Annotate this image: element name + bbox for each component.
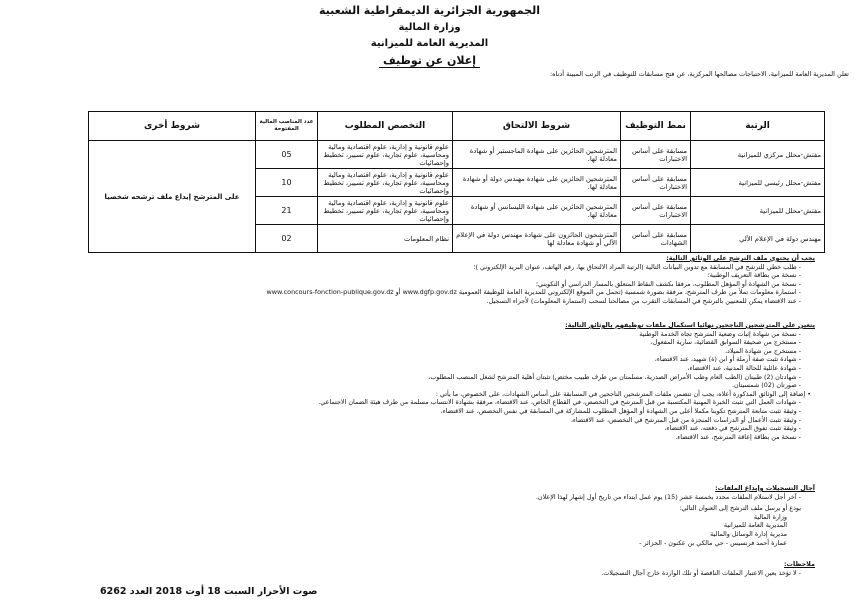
newspaper-footer: صوت الأحرار السبت 18 أوت 2018 العدد 6262: [100, 586, 318, 597]
cell-conditions: المترشحين الحائزين على شهادة الماجستير أو شهادة معادلة لها.: [453, 141, 621, 169]
ranks-table: [88, 111, 825, 253]
republic-title: الجمهورية الجزائرية الديمقراطية الشعبية: [319, 4, 540, 17]
cell-conditions: المترشحون الحائزون على شهادة مهندس دولة في الإعلام الآلي أو شهادة معادلة لها: [453, 225, 621, 253]
header-mode: نمط التوظيف: [621, 112, 691, 141]
cell-mode: مسابقة على أساس الاختبارات: [621, 169, 691, 197]
cell-mode: مسابقة على أساس الاختبارات: [621, 197, 691, 225]
cell-rank: مهندس دولة في الإعلام الآلي: [691, 225, 825, 253]
list-item: - وثيقة تثبت تفوق المترشح في دفعته، عند الاقتضاء،: [664, 424, 801, 433]
notes-section-title: ملاحظات:: [783, 560, 815, 568]
list-item: - نسخة من بطاقة التعريف الوطنية؛: [707, 271, 801, 280]
list-item: - صورتان (02) شمسيتان.: [731, 381, 801, 390]
list-item: - نسخة من بطاقة إعاقة المترشح، عند الاقتضاء.: [675, 432, 801, 441]
side-code: [0, 420, 22, 610]
cell-other-conditions: على المترشح إيداع ملف ترشحه شخصيا: [89, 141, 256, 253]
cell-posts: 21: [256, 197, 318, 225]
list-item: - شهادات العمل التي تثبت الخبرة المهنية المكتسبة من قبل المترشح في التخصص، في القطاع الخاص، عند الاقتضاء، مرفقة بشهادة الانتساب مسلمة من طرف هيئة الضمان الاجتماعي.: [318, 398, 801, 407]
list-item: - لا تؤخذ بعين الاعتبار الملفات الناقصة أو تلك الواردة خارج آجال التسجيلات.: [601, 568, 801, 577]
announcement-title: إعلان عن توظيف: [0, 54, 859, 67]
list-item: - عند الاقتضاء يمكن للمعنيين بالترشح في المسابقات التقرب من مصالحنا لسحب (استمارة المعلومات) لأجراء التسجيل.: [486, 296, 801, 305]
intro-text: تعلن المديرية العامة للميزانية، الاحتياجات مصالحها المركزية، عن فتح مسابقات للتوظيف في الرتب المبينة أدناه:: [549, 70, 849, 78]
cell-posts: 05: [256, 141, 318, 169]
table-row: [89, 141, 825, 169]
cell-rank: مفتش-محلل مركزي للميزانية: [691, 141, 825, 169]
header-rank: الرتبة: [691, 112, 825, 141]
header-conditions: شروط الالتحاق: [453, 112, 621, 141]
cell-specialty: علوم قانونية و إدارية، علوم اقتصادية ومالية ومحاسبية، علوم تجارية، علوم تسيير، تخطيط وإحصائيات: [318, 169, 453, 197]
cell-conditions: المترشحين الحائزين على شهادة مهندس دولة أو شهادة معادلة لها.: [453, 169, 621, 197]
cell-mode: مسابقة على أساس الشهادات: [621, 225, 691, 253]
address-line: المديرية العامة للميزانية: [723, 521, 787, 530]
cell-posts: 10: [256, 169, 318, 197]
admitted-section-title: يتعين على المترشحين الناجحين نهائيا استكمال ملفات توظيفهم بالوثائق التالية:: [565, 321, 815, 329]
list-item: - نسخة من الشهادة أو المؤهل المطلوب، مرفقا بكشف النقاط المتعلق بالمسار الدراسي أو التكويني؛: [535, 279, 801, 288]
cell-posts: 02: [256, 225, 318, 253]
header-specialty: التخصص المطلوب: [318, 112, 453, 141]
list-item: - آخر أجل لاستلام الملفات محدد بخمسة عشر (15) يوم عمل ابتداء من تاريخ أول إشهار لهذا الإعلان.: [535, 492, 801, 501]
ministry-title: وزارة المالية: [398, 22, 461, 33]
list-item: - مستخرج من شهادة الميلاد،: [724, 346, 801, 355]
file-section: [267, 254, 815, 306]
notes-section: [601, 560, 815, 577]
admitted-section: [318, 321, 815, 441]
list-item: - وثيقة تثبت الأعمال أو الدراسات المنجزة من قبل المترشح في التخصص، عند الاقتضاء،: [570, 415, 801, 424]
list-item: - وثيقة تثبت متابعة المترشح تكوينا مكملا أعلى من الشهادة أو المؤهل المطلوب للمشاركة في المسابقة في نفس التخصص، عند الاقتضاء،: [440, 406, 801, 415]
cell-mode: مسابقة على أساس الاختبارات: [621, 141, 691, 169]
cell-conditions: المترشحين الحائزين على شهادة الليسانس أو شهادة معادلة لها.: [453, 197, 621, 225]
admitted-extra-title: • إضافة إلى الوثائق المذكورة أعلاه، يجب أن تتضمن ملفات المترشحين الناجحين في المسابقة على أساس الشهادات، على الخصوص، ما يأتي :: [435, 389, 811, 398]
cell-specialty: علوم قانونية و إدارية، علوم اقتصادية ومالية ومحاسبية، علوم تجارية، علوم تسيير، تخطيط وإحصائيات: [318, 197, 453, 225]
address-line: مديرية إدارة الوسائل والمالية: [710, 529, 787, 538]
list-item: - طلب خطي للترشح في المسابقة مع تدوين البيانات التالية (الرتبة المراد الالتحاق بها، رقم الهاتف، عنوان البريد الإلكتروني )؛: [473, 262, 801, 271]
list-item: يودع أو يرسل ملف الترشح إلى العنوان التالي:: [679, 504, 801, 513]
list-item: - مستخرج من صحيفة السوابق القضائية، سارية المفعول،: [650, 338, 801, 347]
list-item: - شهادة عائلية للحالة المدنية، عند الاقتضاء،: [687, 363, 801, 372]
list-item: - نسخة من شهادة إثبات وضعية المترشح تجاه الخدمة الوطنية: [639, 329, 801, 338]
list-item: - شهادة تثبت صفة أرملة أو ابن (ة) شهيد، عند الاقتضاء،: [654, 355, 801, 364]
address-line: عمارة أحمد فرنسيس - حي مالكي بن عكنون - الجزائر -: [639, 538, 787, 547]
registration-section-title: آجال التسجيلات وإيداع الملفات:: [715, 484, 815, 492]
table-header-row: [89, 112, 825, 141]
cell-specialty: علوم قانونية و إدارية، علوم اقتصادية ومالية ومحاسبية، علوم تجارية، علوم تسيير، تخطيط وإحصائيات: [318, 141, 453, 169]
address-line: وزارة المالية: [753, 512, 787, 521]
cell-rank: مفتش-محلل رئيسي للميزانية: [691, 169, 825, 197]
cell-specialty: نظام المعلومات: [318, 225, 453, 253]
directorate-title: المديرية العامة للميزانية: [370, 38, 489, 49]
cell-rank: مفتش-محلل للميزانية: [691, 197, 825, 225]
registration-section: [536, 484, 815, 547]
list-item: - استمارة معلومات تملأ من طرف المترشح، مرفقة بصورة شمسية (تحمل من الموقع الإلكتروني للمديرية العامة للوظيفة العمومية www.dgfp.gov.dz أو www.concours-fonction-publique.gov.dz: [266, 288, 801, 297]
header-other: شروط أخرى: [89, 112, 256, 141]
header-posts: عدد المناصب المالية المفتوحة: [256, 112, 318, 141]
list-item: - شهادتان (2) طبيتان (الطب العام وطب الأمراض الصدرية، مسلمتان من طرف طبيب مختص) تثبتان أهلية المترشح لشغل المنصب المطلوب،: [428, 372, 801, 381]
file-section-title: يجب أن يحتوي ملف الترشح على الوثائق التالية:: [666, 254, 815, 262]
